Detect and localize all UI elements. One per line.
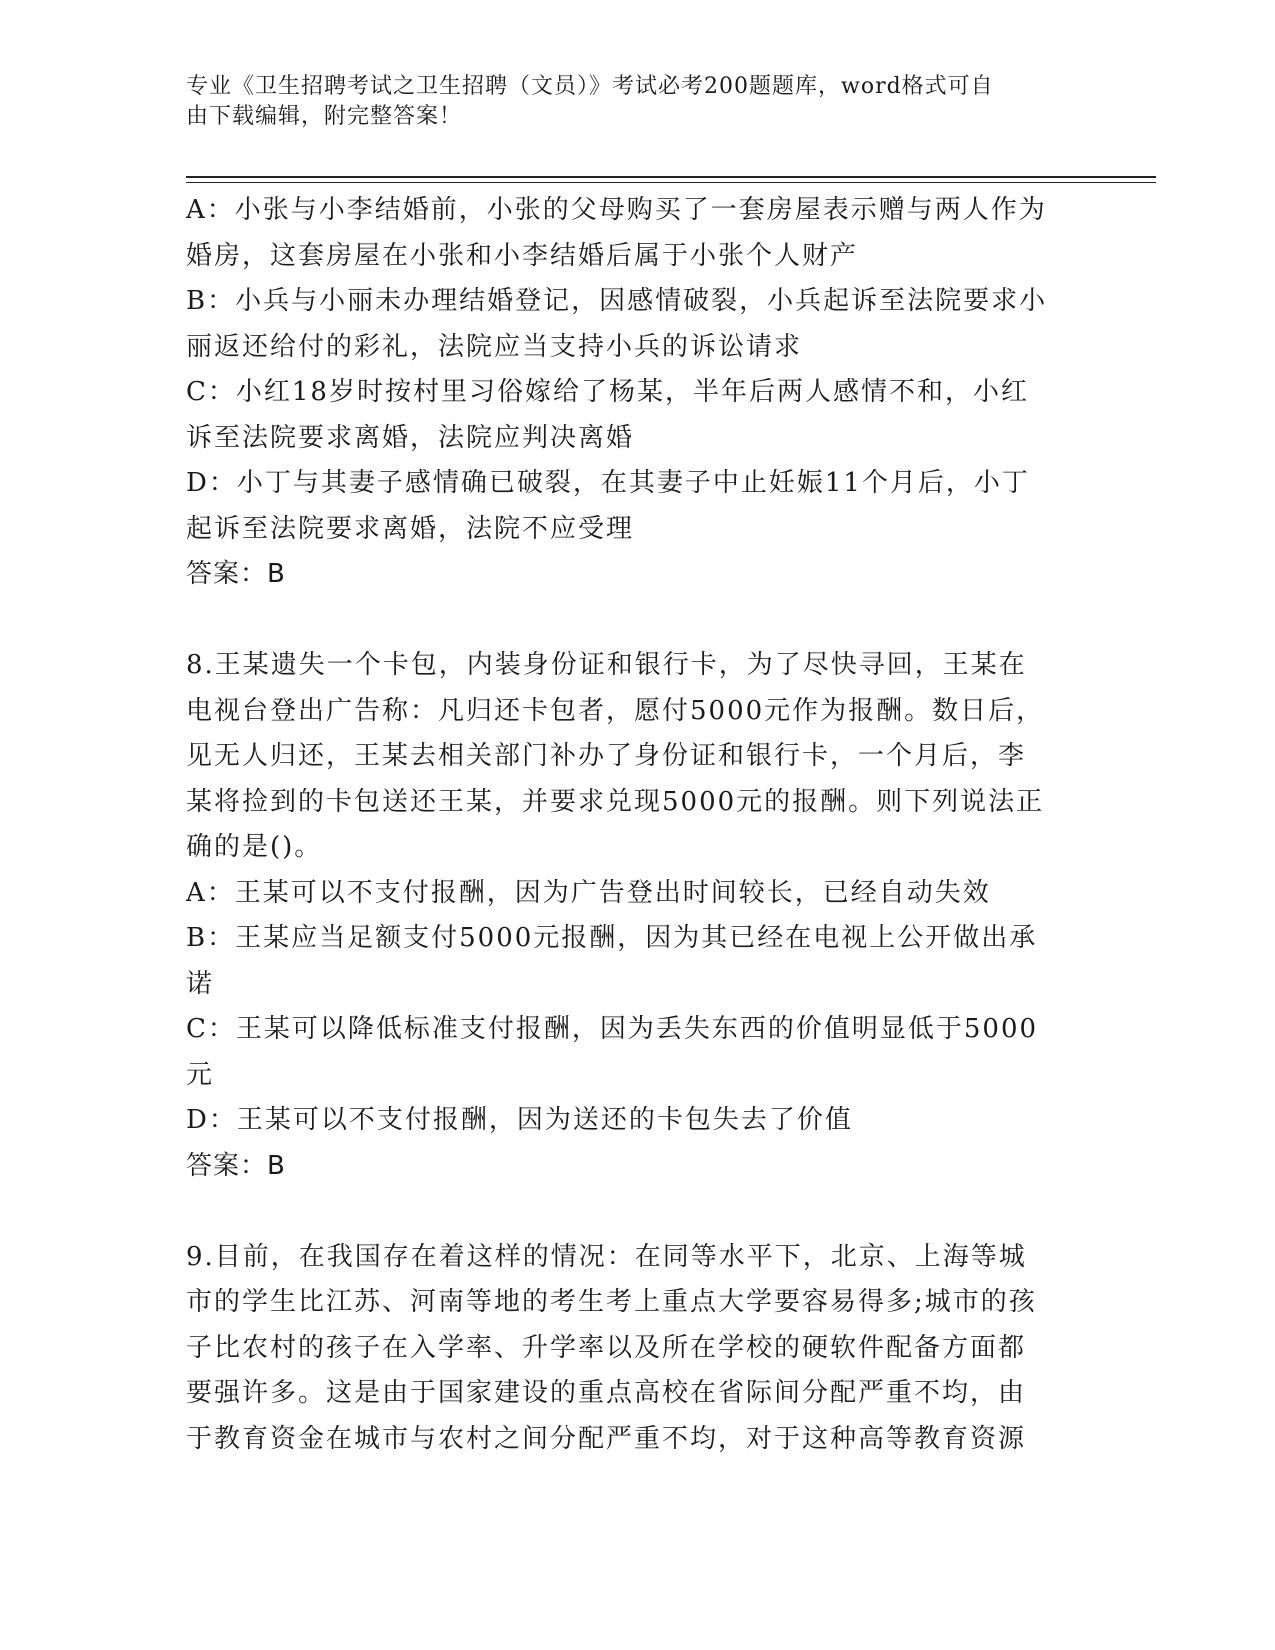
header-title-line: 由下载编辑，附完整答案！ xyxy=(186,104,463,129)
spacer xyxy=(186,598,1086,644)
option-a-text: A：王某可以不支付报酬，因为广告登出时间较长，已经自动失效 xyxy=(186,877,991,908)
header-divider-thin xyxy=(186,182,1156,183)
option-d-text: D：王某可以不支付报酬，因为送还的卡包失去了价值 xyxy=(186,1105,853,1135)
document-header xyxy=(186,72,1066,132)
question-7 xyxy=(186,188,1086,598)
question-stem: 9.目前，在我国存在着这样的情况：在同等水平下，北京、上海等城 xyxy=(186,1241,1027,1272)
question-stem: 电视台登出广告称：凡归还卡包者，愿付5000元作为报酬。数日后， xyxy=(186,695,1045,726)
header-divider xyxy=(186,176,1156,178)
answer-label: 答案：B xyxy=(186,1150,286,1181)
option-b-text: B：王某应当足额支付5000元报酬，因为其已经在电视上公开做出承 xyxy=(186,923,1038,953)
option-d-text: D：小丁与其妻子感情确已破裂，在其妻子中止妊娠11个月后，小丁 xyxy=(186,468,1030,498)
question-stem: 确的是()。 xyxy=(186,832,323,862)
question-stem: 要强许多。这是由于国家建设的重点高校在省际间分配严重不均，由 xyxy=(186,1378,1027,1408)
question-stem: 于教育资金在城市与农村之间分配严重不均，对于这种高等教育资源 xyxy=(186,1423,1027,1454)
option-c-text: C：王某可以降低标准支付报酬，因为丢失东西的价值明显低于5000 xyxy=(186,1014,1039,1044)
answer-label: 答案：B xyxy=(186,559,286,589)
question-stem: 市的学生比江苏、河南等地的考生考上重点大学要容易得多;城市的孩 xyxy=(186,1287,1037,1317)
document-body xyxy=(186,188,1086,1462)
question-8 xyxy=(186,643,1086,1189)
question-stem: 子比农村的孩子在入学率、升学率以及所在学校的硬软件配备方面都 xyxy=(186,1332,1027,1363)
option-b-text: B：小兵与小丽未办理结婚登记，因感情破裂，小兵起诉至法院要求小 xyxy=(186,286,1048,316)
question-9 xyxy=(186,1235,1086,1463)
header-title-line: 专业《卫生招聘考试之卫生招聘（文员）》考试必考200题题库，word格式可自 xyxy=(186,74,994,99)
option-b-text: 诺 xyxy=(186,968,215,999)
spacer xyxy=(186,1189,1086,1235)
option-c-text: C：小红18岁时按村里习俗嫁给了杨某，半年后两人感情不和，小红 xyxy=(186,377,1029,407)
question-stem: 8.王某遗失一个卡包，内装身份证和银行卡，为了尽快寻回，王某在 xyxy=(186,650,1027,680)
question-stem: 某将捡到的卡包送还王某，并要求兑现5000元的报酬。则下列说法正 xyxy=(186,786,1045,817)
option-c-text: 元 xyxy=(186,1059,215,1090)
option-c-text: 诉至法院要求离婚，法院应判决离婚 xyxy=(186,422,635,453)
option-a-text: 婚房，这套房屋在小张和小李结婚后属于小张个人财产 xyxy=(186,240,859,271)
option-b-text: 丽返还给付的彩礼，法院应当支持小兵的诉讼请求 xyxy=(186,331,803,362)
question-stem: 见无人归还，王某去相关部门补办了身份证和银行卡，一个月后，李 xyxy=(186,741,1027,771)
option-d-text: 起诉至法院要求离婚，法院不应受理 xyxy=(186,513,635,544)
option-a-text: A：小张与小李结婚前，小张的父母购买了一套房屋表示赠与两人作为 xyxy=(186,195,1047,225)
